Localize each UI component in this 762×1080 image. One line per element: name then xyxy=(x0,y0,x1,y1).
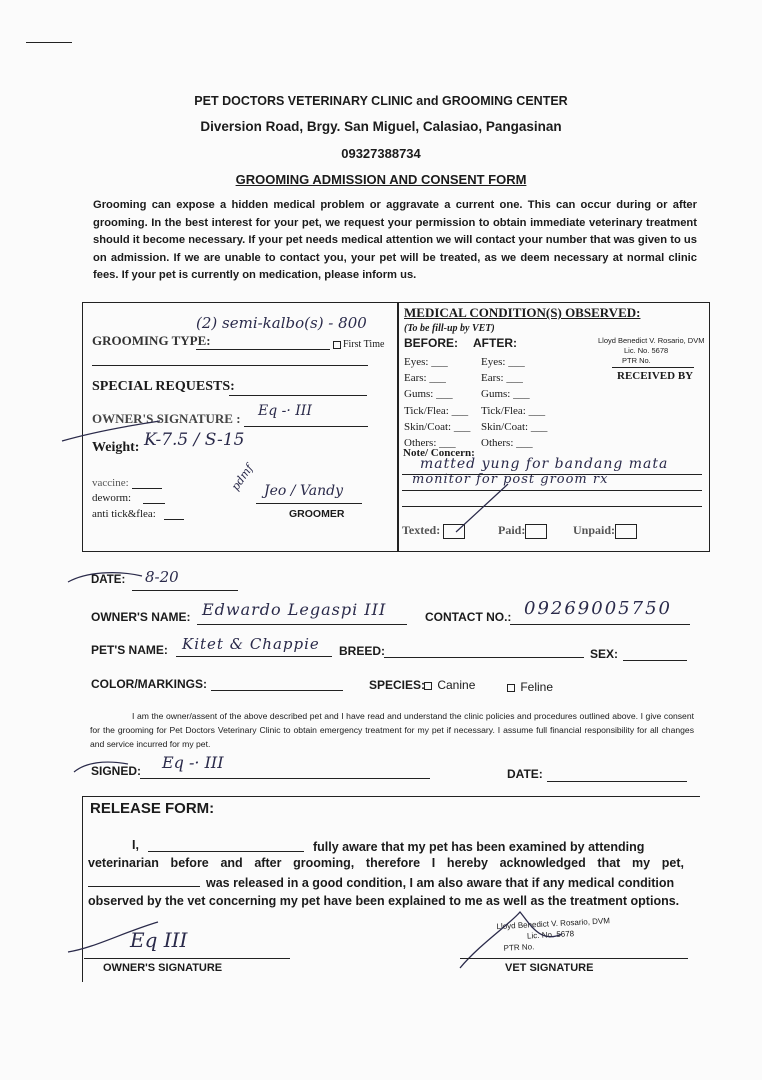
feline-checkbox[interactable] xyxy=(507,684,515,692)
after-gums[interactable]: Gums: ___ xyxy=(481,388,530,401)
before-tick[interactable]: Tick/Flea: ___ xyxy=(404,404,469,417)
received-by-line xyxy=(612,367,694,368)
handwritten-strike-mark xyxy=(60,415,170,445)
medical-condition-title: MEDICAL CONDITION(S) OBSERVED: xyxy=(404,305,641,320)
vet-stamp-ptr: PTR No. xyxy=(622,356,651,365)
release-owner-signature-value: Eq III xyxy=(130,928,188,952)
vet-stamp-name: Lloyd Benedict V. Rosario, DVM xyxy=(598,336,705,345)
groomer-initials: pdmf xyxy=(228,462,256,493)
release-line4: observed by the vet concerning my pet have been explained to me as well as the treatment options. xyxy=(88,894,680,908)
signed-line xyxy=(140,778,430,779)
grooming-type-label: GROOMING TYPE: xyxy=(92,333,211,348)
release-owner-signature-scribble xyxy=(64,918,164,958)
contact-value[interactable]: 09269005750 xyxy=(524,598,672,619)
after-tick[interactable]: Tick/Flea: ___ xyxy=(481,404,546,417)
sex-label: SEX: xyxy=(590,647,619,661)
after-eyes[interactable]: Eyes: ___ xyxy=(481,356,525,368)
first-time-label: First Time xyxy=(343,339,385,350)
canine-label: Canine xyxy=(437,678,476,692)
texted-check-mark xyxy=(452,480,512,540)
release-title: RELEASE FORM: xyxy=(90,800,215,817)
vet-stamp xyxy=(598,336,710,366)
pet-name-label: PET'S NAME: xyxy=(91,643,168,657)
clinic-address: Diversion Road, Brgy. San Miguel, Calasiao, Pangasinan xyxy=(200,119,562,134)
after-others[interactable]: Others: ___ xyxy=(481,437,533,450)
breed-label: BREED: xyxy=(339,644,386,658)
groomer-line xyxy=(256,503,362,504)
release-vet-stamp-lic: Lic. No. 5678 xyxy=(526,929,575,941)
after-ears[interactable]: Ears: ___ xyxy=(481,372,523,385)
consent-date-field[interactable] xyxy=(547,781,687,782)
date-label: DATE: xyxy=(91,574,126,586)
color-label: COLOR/MARKINGS: xyxy=(91,677,207,691)
after-list xyxy=(481,354,547,451)
release-pet-field[interactable] xyxy=(88,886,200,887)
signed-scribble xyxy=(72,758,132,776)
species-canine-option[interactable] xyxy=(424,678,475,692)
species-label: SPECIES: xyxy=(369,678,426,692)
corner-mark xyxy=(26,42,72,43)
deworm-field[interactable] xyxy=(143,503,165,504)
color-field[interactable] xyxy=(211,690,343,691)
clinic-name: PET DOCTORS VETERINARY CLINIC and GROOMING CENTER xyxy=(194,94,568,108)
before-skin[interactable]: Skin/Coat: ___ xyxy=(404,420,471,433)
date-scribble xyxy=(66,566,146,586)
form-title: GROOMING ADMISSION AND CONSENT FORM xyxy=(235,172,527,187)
breed-field[interactable] xyxy=(384,657,584,658)
release-vet-sig-line xyxy=(460,958,688,959)
groomer-value: Jeo / Vandy xyxy=(264,483,344,499)
before-ears[interactable]: Ears: ___ xyxy=(404,372,446,385)
release-line1-pre: I, xyxy=(132,838,139,852)
canine-checkbox[interactable] xyxy=(424,682,432,690)
date-value[interactable]: 8-20 xyxy=(145,568,179,586)
sex-field[interactable] xyxy=(623,660,687,661)
before-eyes[interactable]: Eyes: ___ xyxy=(404,356,448,368)
special-requests-label: SPECIAL REQUESTS: xyxy=(92,379,235,394)
owner-signature-label: OWNER'S SIGNATURE : xyxy=(92,411,241,426)
owner-name-line xyxy=(197,624,407,625)
signed-value: Eq -· III xyxy=(162,753,224,772)
pet-name-value[interactable]: Kitet & Chappie xyxy=(182,635,320,653)
date-line xyxy=(132,590,238,591)
release-name-field[interactable] xyxy=(148,851,304,852)
grooming-type-line-2 xyxy=(92,365,368,366)
before-others[interactable]: Others: ___ xyxy=(404,437,456,450)
note-label: Note/ Concern: xyxy=(403,447,475,459)
signed-label: SIGNED: xyxy=(91,764,142,778)
species-feline-option[interactable] xyxy=(507,680,553,694)
consent-date-label: DATE: xyxy=(507,767,543,781)
note-line-c xyxy=(402,506,702,507)
paid-checkbox[interactable] xyxy=(525,524,547,539)
grooming-type-value[interactable]: (2) semi-kalbo(s) - 800 xyxy=(196,314,367,332)
contact-label: CONTACT NO.: xyxy=(425,610,512,624)
texted-label: Texted: xyxy=(402,523,441,537)
owner-name-label: OWNER'S NAME: xyxy=(91,610,191,624)
weight-value[interactable]: K-7.5 / S-15 xyxy=(144,430,245,450)
note-line-2[interactable]: monitor for post groom rx xyxy=(412,472,609,487)
vaccine-field[interactable] xyxy=(132,488,162,489)
release-owner-signature-label: OWNER'S SIGNATURE xyxy=(103,962,223,974)
release-vet-stamp-name: Lloyd Benedict V. Rosario, DVM xyxy=(496,916,611,932)
first-time-checkbox[interactable] xyxy=(333,341,341,349)
before-gums[interactable]: Gums: ___ xyxy=(404,388,453,401)
special-requests-field[interactable] xyxy=(229,395,367,396)
note-line-1[interactable]: matted yung for bandang mata xyxy=(420,456,669,472)
contact-line xyxy=(510,624,690,625)
note-line-b xyxy=(402,490,702,491)
release-line2: veterinarian before and after grooming, therefore I hereby acknowledged that my pet, xyxy=(88,856,684,870)
owner-name-value[interactable]: Edwardo Legaspi III xyxy=(202,600,387,619)
vet-stamp-lic: Lic. No. 5678 xyxy=(624,346,669,355)
clinic-phone: 09327388734 xyxy=(341,146,421,161)
owner-signature-line xyxy=(244,426,368,427)
anti-tick-label: anti tick&flea: xyxy=(92,508,156,520)
unpaid-checkbox[interactable] xyxy=(615,524,637,539)
note-line-a xyxy=(402,474,702,475)
unpaid-option[interactable] xyxy=(573,523,637,539)
deworm-label: deworm: xyxy=(92,492,132,504)
intro-paragraph: Grooming can expose a hidden medical problem or aggravate a current one. This can occur during or after grooming. In the best interest for your pet, we request your permission to obtain immediate veterinary treatment should it become necessary. If your pet needs medical attention we will contact your number that was given to us on admission. If we are unable to contact you, your pet will be treated, as we deem necessary at normal clinic fees. If your pet is currently on medication, please inform us. xyxy=(93,199,697,281)
release-vet-signature-label: VET SIGNATURE xyxy=(505,962,594,974)
medical-condition-subtitle: (To be fill-up by VET) xyxy=(404,323,495,334)
after-label: AFTER: xyxy=(473,336,517,350)
consent-text: I am the owner/assent of the above described pet and I have read and understand the clinic policies and procedures outlined above. I give consent for the grooming for Pet Doctors Veterinary Clinic to obtain emergency treatment for my pet if necessary. I assume full financial responsibility for all changes and service incurred for my pet. xyxy=(90,711,694,749)
anti-tick-field[interactable] xyxy=(164,519,184,520)
release-owner-sig-line xyxy=(84,958,290,959)
paid-label: Paid: xyxy=(498,523,526,537)
first-time-option[interactable] xyxy=(333,339,384,350)
release-vet-stamp-ptr: PTR No. xyxy=(503,942,535,953)
pet-name-line xyxy=(176,656,332,657)
before-label: BEFORE: xyxy=(404,336,458,350)
grooming-type-line xyxy=(196,349,330,350)
after-skin[interactable]: Skin/Coat: ___ xyxy=(481,420,548,433)
weight-label: Weight: xyxy=(92,440,140,455)
before-list xyxy=(404,354,470,451)
groomer-label: GROOMER xyxy=(289,508,345,520)
vaccine-label: vaccine: xyxy=(92,477,129,489)
received-by-label: RECEIVED BY xyxy=(617,370,694,382)
release-line1-post: fully aware that my pet has been examined by attending xyxy=(313,840,645,854)
release-line3-post: was released in a good condition, I am also aware that if any medical condition xyxy=(206,876,675,890)
unpaid-label: Unpaid: xyxy=(573,523,616,537)
owner-signature-value: Eq -· III xyxy=(258,403,312,419)
feline-label: Feline xyxy=(520,680,554,694)
